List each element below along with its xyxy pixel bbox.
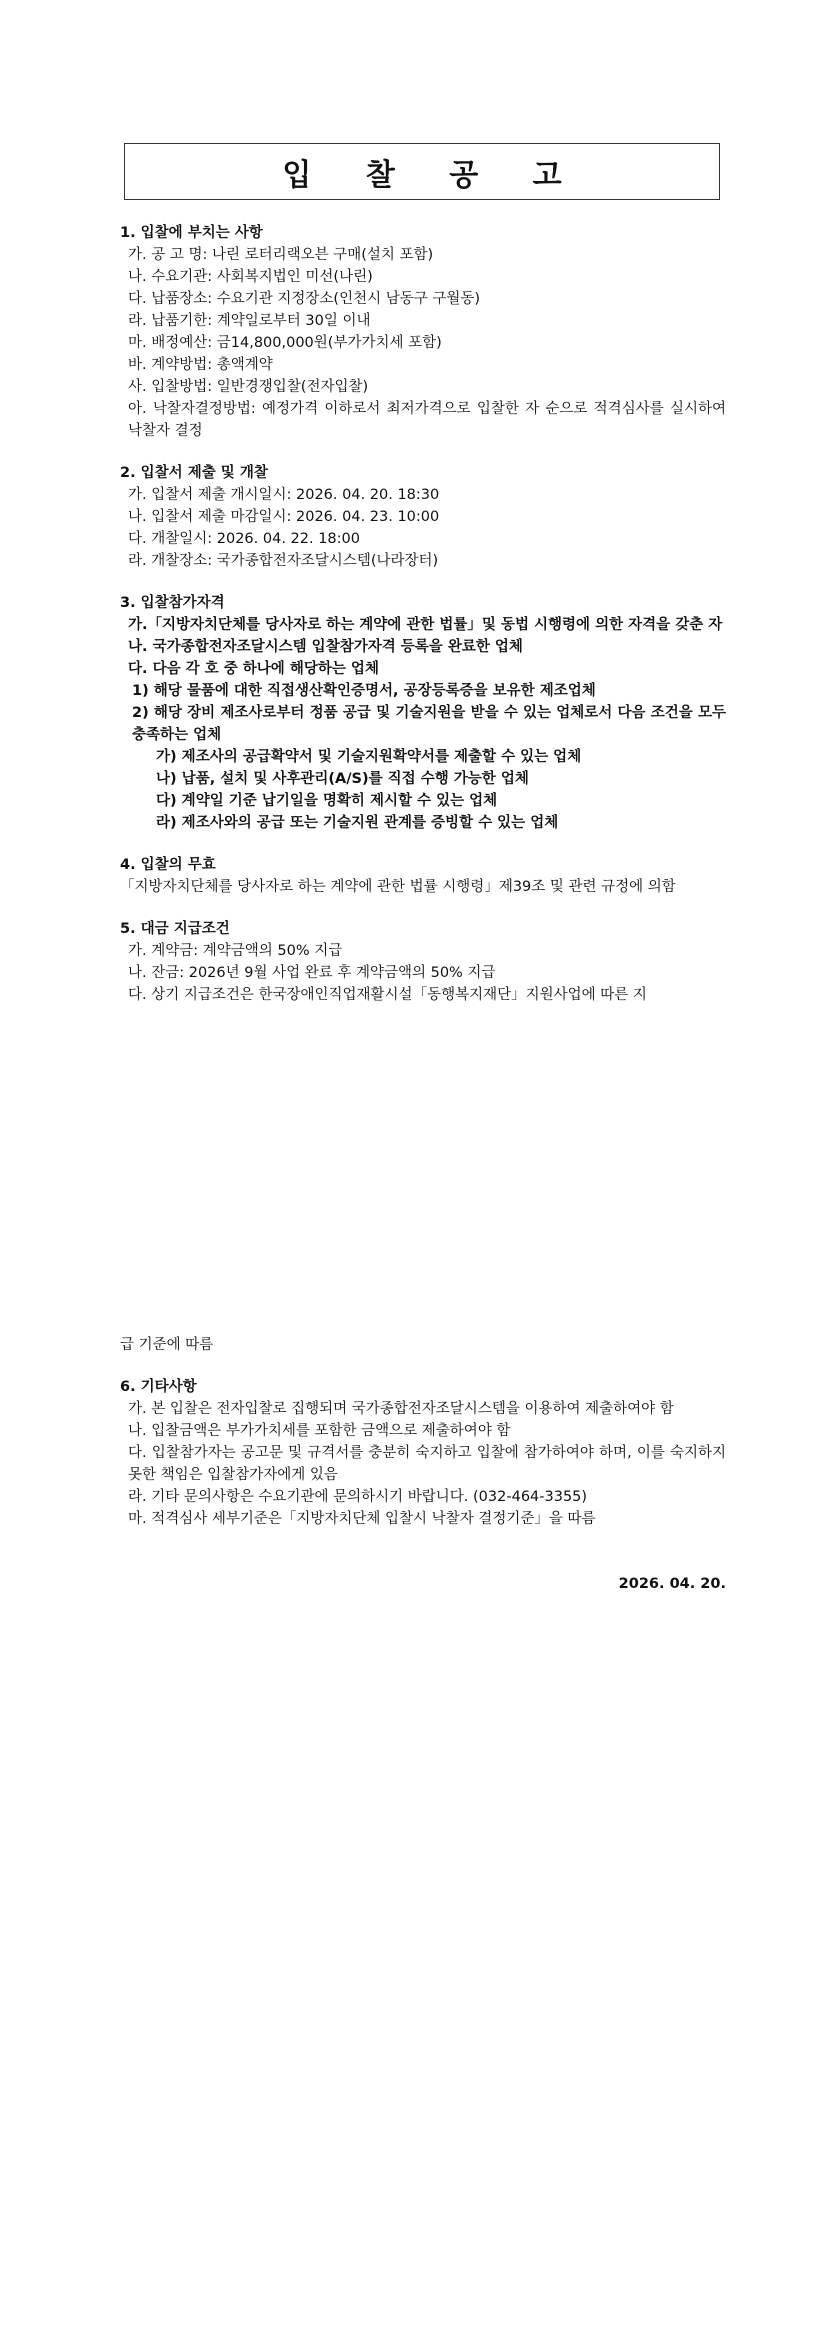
list-item: 2) 해당 장비 제조사로부터 정품 공급 및 기술지원을 받을 수 있는 업체로서 다음 조건을 모두 충족하는 업체 <box>132 705 726 743</box>
list-item: 라. 납품기한: 계약일로부터 30일 이내 <box>128 313 371 329</box>
list-item: 다. 개찰일시: 2026. 04. 22. 18:00 <box>128 531 360 547</box>
list-item: 라) 제조사와의 공급 또는 기술지원 관계를 증빙할 수 있는 업체 <box>156 815 559 831</box>
list-item: 라. 개찰장소: 국가종합전자조달시스템(나라장터) <box>128 553 439 569</box>
list-item: 라. 기타 문의사항은 수요기관에 문의하시기 바랍니다. (032-464-3355) <box>128 1489 588 1505</box>
section-invalid-bid <box>120 854 726 898</box>
list-item: 마. 적격심사 세부기준은「지방자치단체 입찰시 낙찰자 결정기준」을 따름 <box>128 1511 596 1527</box>
list-item: 1) 해당 물품에 대한 직접생산확인증명서, 공장등록증을 보유한 제조업체 <box>132 683 596 699</box>
list-item: 나. 입찰서 제출 마감일시: 2026. 04. 23. 10:00 <box>128 509 440 525</box>
list-item: 다. 납품장소: 수요기관 지정장소(인천시 남동구 구월동) <box>128 291 481 307</box>
section-submission <box>120 462 726 572</box>
list-item: 바. 계약방법: 총액계약 <box>128 357 273 373</box>
list-item: 나) 납품, 설치 및 사후관리(A/S)를 직접 수행 가능한 업체 <box>156 771 529 787</box>
list-item: 다. 상기 지급조건은 한국장애인직업재활시설「동행복지재단」지원사업에 따른 지 <box>128 987 647 1003</box>
notice-body <box>120 222 726 1550</box>
list-item: 급 기준에 따름 <box>120 1337 214 1353</box>
list-item: 가. 공 고 명: 나린 로터리랙오븐 구매(설치 포함) <box>128 247 434 263</box>
section-heading: 2. 입찰서 제출 및 개찰 <box>120 465 268 481</box>
list-item: 다. 다음 각 호 중 하나에 해당하는 업체 <box>128 661 379 677</box>
section-heading: 4. 입찰의 무효 <box>120 857 216 873</box>
list-item: 가. 입찰서 제출 개시일시: 2026. 04. 20. 18:30 <box>128 487 440 503</box>
section-heading: 6. 기타사항 <box>120 1379 197 1395</box>
section-bid-items <box>120 222 726 442</box>
section-heading: 1. 입찰에 부치는 사항 <box>120 225 263 241</box>
section-payment <box>120 918 726 1356</box>
list-item: 가. 계약금: 계약금액의 50% 지급 <box>128 943 343 959</box>
list-item: 「지방자치단체를 당사자로 하는 계약에 관한 법률 시행령」제39조 및 관련 규정에 의함 <box>120 879 676 895</box>
section-heading: 5. 대금 지급조건 <box>120 921 230 937</box>
section-qualification <box>120 592 726 834</box>
list-item: 가. 본 입찰은 전자입찰로 집행되며 국가종합전자조달시스템을 이용하여 제출하여야 함 <box>128 1401 674 1417</box>
list-item: 아. 낙찰자결정방법: 예정가격 이하로서 최저가격으로 입찰한 자 순으로 적격심사를 실시하여 낙찰자 결정 <box>128 401 726 439</box>
title-box <box>124 143 720 200</box>
list-item: 마. 배정예산: 금14,800,000원(부가가치세 포함) <box>128 335 442 351</box>
list-item: 사. 입찰방법: 일반경쟁입찰(전자입찰) <box>128 379 369 395</box>
blank-space <box>120 1006 726 1334</box>
page-title: 입 찰 공 고 <box>282 157 584 193</box>
list-item: 나. 수요기관: 사회복지법인 미선(나린) <box>128 269 373 285</box>
announcement-date: 2026. 04. 20. <box>618 1576 726 1592</box>
list-item: 나. 잔금: 2026년 9월 사업 완료 후 계약금액의 50% 지급 <box>128 965 496 981</box>
section-misc <box>120 1376 726 1530</box>
list-item: 가) 제조사의 공급확약서 및 기술지원확약서를 제출할 수 있는 업체 <box>156 749 582 765</box>
list-item: 가.「지방자치단체를 당사자로 하는 계약에 관한 법률」및 동법 시행령에 의한 자격을 갖춘 자 <box>128 617 723 633</box>
list-item: 다) 계약일 기준 납기일을 명확히 제시할 수 있는 업체 <box>156 793 498 809</box>
list-item: 다. 입찰참가자는 공고문 및 규격서를 충분히 숙지하고 입찰에 참가하여야 하며, 이를 숙지하지 못한 책임은 입찰참가자에게 있음 <box>128 1445 726 1483</box>
section-heading: 3. 입찰참가자격 <box>120 595 225 611</box>
list-item: 나. 입찰금액은 부가가치세를 포함한 금액으로 제출하여야 함 <box>128 1423 511 1439</box>
list-item: 나. 국가종합전자조달시스템 입찰참가자격 등록을 완료한 업체 <box>128 639 523 655</box>
